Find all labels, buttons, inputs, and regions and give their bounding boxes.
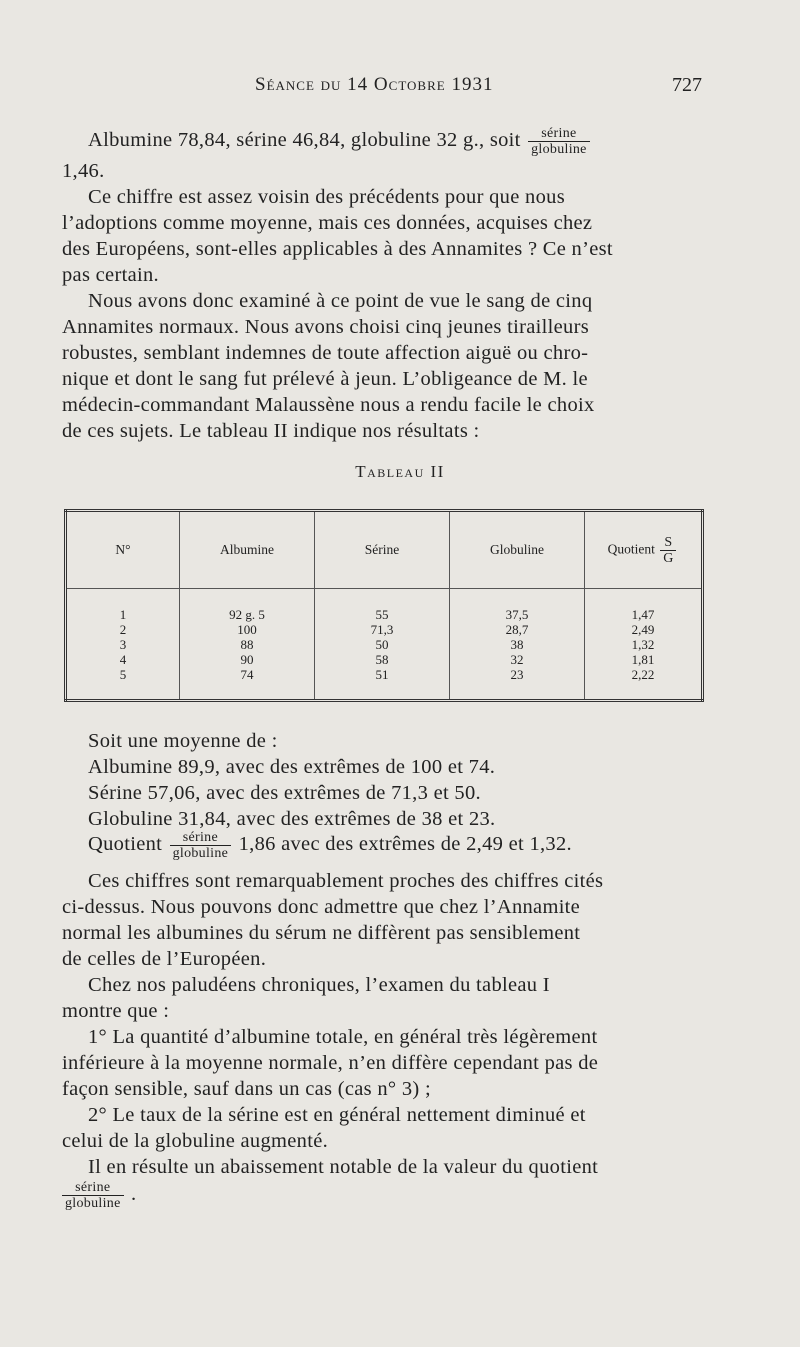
para3-line: nique et dont le sang fut prélevé à jeun. L’obligeance de M. le — [62, 368, 588, 390]
final-fraction — [62, 1180, 124, 1211]
fraction-denominator: globuline — [62, 1195, 124, 1211]
table-cell: 5 — [119, 667, 127, 682]
conclusion-line: de celles de l’Européen. — [62, 948, 267, 970]
header-quotient — [585, 511, 703, 589]
header-globuline: Globuline — [450, 511, 585, 589]
table-cell: 88 — [240, 637, 254, 652]
para3-line: médecin-commandant Malaussène nous a rendu facile le choix — [62, 394, 595, 416]
table-cell: 23 — [510, 667, 524, 682]
table-cell: 74 — [240, 667, 254, 682]
conclusion-line: normal les albumines du sérum ne diffèrent pas sensiblement — [62, 922, 581, 944]
table-cell: 90 — [240, 652, 254, 667]
table-cell: 2 — [119, 622, 127, 637]
table-cell: 1,32 — [631, 637, 655, 652]
fraction-numerator: sérine — [75, 1180, 111, 1195]
table-cell: 92 g. 5 — [229, 607, 265, 622]
summary-quotient-line — [88, 830, 738, 861]
summary-line: Albumine 89,9, avec des extrêmes de 100 et 74. — [88, 756, 496, 778]
table-cell: 4 — [119, 652, 127, 667]
summary-line: Sérine 57,06, avec des extrêmes de 71,3 et 50. — [88, 782, 481, 804]
para3-line: robustes, semblant indemnes de toute affection aiguë ou chro- — [62, 342, 589, 364]
table-cell: 1,47 — [631, 607, 655, 622]
table-cell: 100 — [237, 622, 257, 637]
header-no: N° — [66, 511, 180, 589]
table-cell: 32 — [510, 652, 524, 667]
table-cell: 51 — [375, 667, 389, 682]
intro-text: Albumine 78,84, sérine 46,84, globuline 32 g., soit — [88, 129, 521, 152]
fraction-numerator: sérine — [541, 126, 577, 141]
para2-line: pas certain. — [62, 264, 159, 286]
table-cell: 1,81 — [631, 652, 655, 667]
column-quotient — [585, 589, 703, 701]
para3-line: de ces sujets. Le tableau II indique nos résultats : — [62, 420, 480, 442]
fraction-denominator: globuline — [528, 141, 590, 157]
conclusion-line: Il en résulte un abaissement notable de la valeur du quotient — [88, 1156, 599, 1178]
conclusion-line: ci-dessus. Nous pouvons donc admettre que chez l’Annamite — [62, 896, 581, 918]
table-cell: 58 — [375, 652, 389, 667]
column-serine — [315, 589, 450, 701]
fraction-denominator: globuline — [170, 845, 232, 861]
quotient-suffix: 1,86 avec des extrêmes de 2,49 et 1,32. — [238, 833, 572, 856]
table-header-row — [66, 511, 703, 589]
column-globuline — [450, 589, 585, 701]
table-cell: 37,5 — [505, 607, 529, 622]
column-no — [66, 589, 180, 701]
conclusion-line: montre que : — [62, 1000, 170, 1022]
quotient-label: Quotient — [607, 541, 655, 557]
quotient-fraction — [660, 535, 676, 566]
table-cell: 28,7 — [505, 622, 529, 637]
table-cell: 1 — [119, 607, 127, 622]
table-body-row — [66, 589, 703, 701]
running-title: Séance du 14 Octobre 1931 — [255, 74, 494, 95]
quotient-numerator: S — [664, 534, 673, 550]
table-cell: 38 — [510, 637, 524, 652]
table-cell: 2,49 — [631, 622, 655, 637]
intro-line-1 — [62, 126, 712, 157]
results-table — [64, 509, 704, 702]
para2-line: Ce chiffre est assez voisin des précédents pour que nous — [88, 186, 565, 208]
conclusion-line: 1° La quantité d’albumine totale, en général très légèrement — [88, 1026, 598, 1048]
intro-line-2: 1,46. — [62, 160, 105, 182]
table-cell: 2,22 — [631, 667, 655, 682]
fraction-numerator: sérine — [182, 830, 218, 845]
conclusion-line: Ces chiffres sont remarquablement proches des chiffres cités — [88, 870, 604, 892]
para2-line: des Européens, sont-elles applicables à des Annamites ? Ce n’est — [62, 238, 613, 260]
header-serine: Sérine — [315, 511, 450, 589]
header-albumine: Albumine — [180, 511, 315, 589]
final-period: . — [131, 1183, 137, 1206]
page-header — [0, 74, 800, 104]
para3-line: Annamites normaux. Nous avons choisi cinq jeunes tirailleurs — [62, 316, 589, 338]
summary-line: Soit une moyenne de : — [88, 730, 278, 752]
para3-line: Nous avons donc examiné à ce point de vue le sang de cinq — [88, 290, 593, 312]
conclusion-line: façon sensible, sauf dans un cas (cas n° 3) ; — [62, 1078, 431, 1100]
quotient-fraction — [170, 830, 232, 861]
quotient-prefix: Quotient — [88, 833, 163, 856]
final-fraction-line — [62, 1180, 712, 1211]
fraction-serine-globuline — [528, 126, 590, 157]
table-cell: 50 — [375, 637, 389, 652]
conclusion-line: inférieure à la moyenne normale, n’en diffère cependant pas de — [62, 1052, 599, 1074]
summary-line: Globuline 31,84, avec des extrêmes de 38 et 23. — [88, 808, 496, 830]
table-title: Tableau II — [355, 462, 445, 481]
table-cell: 71,3 — [370, 622, 394, 637]
page-number: 727 — [672, 74, 702, 96]
quotient-denominator: G — [660, 550, 676, 566]
column-albumine — [180, 589, 315, 701]
table-cell: 3 — [119, 637, 127, 652]
conclusion-line: Chez nos paludéens chroniques, l’examen du tableau I — [88, 974, 550, 996]
table-cell: 55 — [375, 607, 389, 622]
conclusion-line: celui de la globuline augmenté. — [62, 1130, 329, 1152]
para2-line: l’adoptions comme moyenne, mais ces données, acquises chez — [62, 212, 593, 234]
conclusion-line: 2° Le taux de la sérine est en général nettement diminué et — [88, 1104, 586, 1126]
